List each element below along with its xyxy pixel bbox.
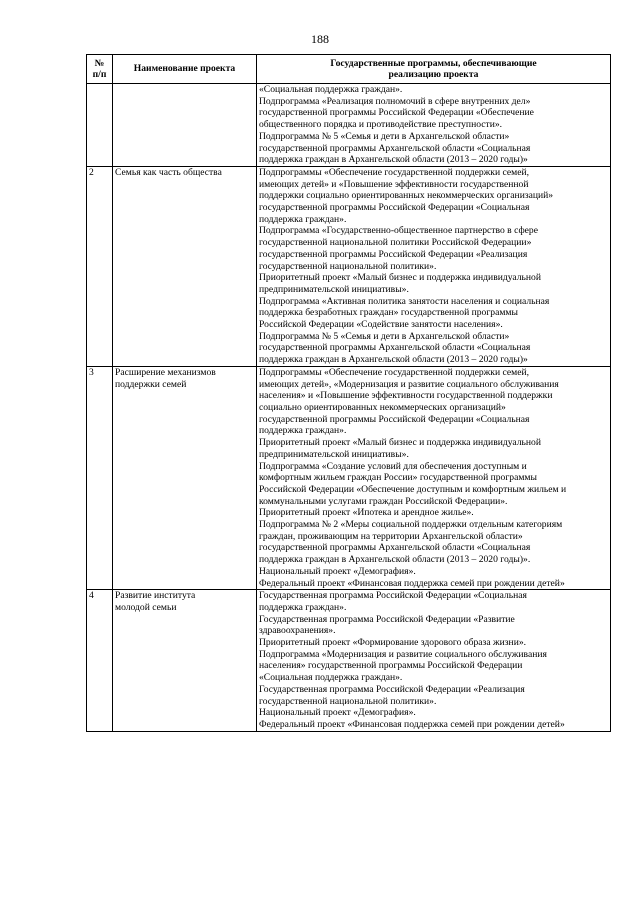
program-text-line: социально ориентированных некоммерческих организаций»: [259, 401, 506, 413]
project-name-cell: [113, 366, 257, 589]
program-text-line: государственной программы Архангельской области «Социальная: [259, 342, 531, 354]
program-text-line: Подпрограмма № 2 «Меры социальной поддержки отдельным категориям: [259, 519, 563, 531]
program-text-line: поддержки социально ориентированных некоммерческих организаций»: [259, 190, 554, 202]
program-text-line: имеющих детей» и «Повышение эффективности государственной: [259, 178, 529, 190]
row-number: 3: [87, 366, 113, 589]
table-header-row: [87, 55, 611, 84]
program-text-line: государственной национальной политики Российской Федерации»: [259, 237, 532, 249]
row-number: 4: [87, 590, 113, 731]
project-name-cell: [113, 590, 257, 731]
row-number: [87, 84, 113, 167]
table-row: [87, 166, 611, 366]
program-text-line: поддержка граждан».: [259, 601, 347, 613]
program-text-line: Подпрограмма «Активная политика занятости населения и социальная: [259, 295, 550, 307]
header-number-line-2: п/п: [92, 69, 107, 80]
program-text-line: Приоритетный проект «Формирование здорового образа жизни».: [259, 637, 527, 649]
project-name-cell: [113, 84, 257, 167]
program-text-line: Приоритетный проект «Ипотека и арендное жилье».: [259, 507, 474, 519]
table-body: [87, 84, 611, 732]
program-text-line: населения» и «Повышение эффективности государственной поддержки: [259, 390, 553, 402]
program-text-line: Подпрограмма «Модернизация и развитие социального обслуживания: [259, 648, 547, 660]
program-text-line: Национальный проект «Демография».: [259, 565, 416, 577]
program-text-line: Национальный проект «Демография».: [259, 707, 416, 719]
project-name-line: поддержки семей: [115, 378, 187, 390]
program-text-line: Государственная программа Российской Федерации «Социальная: [259, 590, 527, 602]
header-project-name: Наименование проекта: [113, 55, 257, 84]
program-text-line: коммунальными услугами граждан Российской Федерации».: [259, 495, 508, 507]
program-text-line: «Социальная поддержка граждан».: [259, 84, 403, 95]
program-text-line: поддержка граждан».: [259, 213, 347, 225]
program-text-line: государственной программы Российской Федерации «Реализация: [259, 248, 528, 260]
project-name-line: Развитие института: [115, 590, 196, 602]
program-text-line: государственной национальной политики».: [259, 695, 437, 707]
program-text-line: Подпрограммы «Обеспечение государственной поддержки семей,: [259, 166, 529, 178]
row-number: 2: [87, 166, 113, 366]
projects-table: [86, 54, 611, 732]
program-text-line: государственной программы Архангельской области «Социальная: [259, 542, 531, 554]
program-text-line: Подпрограмма «Реализация полномочий в сфере внутренних дел»: [259, 95, 531, 107]
project-name-cell: [113, 166, 257, 366]
program-text-line: Приоритетный проект «Малый бизнес и поддержка индивидуальной: [259, 272, 541, 284]
program-text-line: Подпрограмма «Государственно-общественное партнерство в сфере: [259, 225, 538, 237]
program-text-line: Федеральный проект «Финансовая поддержка семей при рождении детей»: [259, 718, 565, 730]
program-text-line: Российской Федерации «Содействие занятости населения».: [259, 319, 503, 331]
program-text-line: Государственная программа Российской Федерации «Развитие: [259, 613, 515, 625]
table-row: [87, 366, 611, 589]
program-text-line: здравоохранения».: [259, 625, 336, 637]
header-programs: [257, 55, 611, 84]
program-text-line: предпринимательской инициативы».: [259, 283, 409, 295]
header-programs-line-1: Государственные программы, обеспечивающие: [330, 58, 537, 69]
program-text-line: государственной программы Российской Федерации «Социальная: [259, 202, 530, 214]
header-number: [87, 55, 113, 84]
program-text-line: Подпрограмма № 5 «Семья и дети в Архангельской области»: [259, 130, 510, 142]
header-programs-line-2: реализацию проекта: [388, 69, 479, 80]
program-text-line: Российской Федерации «Обеспечение доступным и комфортным жильем и: [259, 483, 567, 495]
program-text-line: государственной программы Российской Федерации «Социальная: [259, 413, 530, 425]
program-text-line: поддержка безработных граждан» государственной программы: [259, 307, 518, 319]
program-text-line: поддержка граждан в Архангельской области (2013 – 2020 годы)»: [259, 154, 528, 166]
program-text-line: государственной национальной политики».: [259, 260, 437, 272]
program-text-line: комфортным жильем граждан России» государственной программы: [259, 472, 537, 484]
program-text-line: Федеральный проект «Финансовая поддержка семей при рождении детей»: [259, 577, 565, 589]
program-text-line: населения» государственной программы Российской Федерации: [259, 660, 523, 672]
program-text-line: общественного порядка и противодействие преступности».: [259, 119, 503, 131]
program-text-line: Подпрограмма «Создание условий для обеспечения доступным и: [259, 460, 527, 472]
program-text-line: поддержка граждан в Архангельской области (2013 – 2020 годы)».: [259, 554, 531, 566]
program-text-line: «Социальная поддержка граждан».: [259, 672, 403, 684]
program-text-line: государственной программы Архангельской области «Социальная: [259, 142, 531, 154]
program-text-line: Подпрограммы «Обеспечение государственной поддержки семей,: [259, 366, 529, 378]
program-text-line: государственной программы Российской Федерации «Обеспечение: [259, 107, 534, 119]
program-text-line: имеющих детей», «Модернизация и развитие социального обслуживания: [259, 378, 559, 390]
program-text-line: Приоритетный проект «Малый бизнес и поддержка индивидуальной: [259, 437, 541, 449]
table-row: [87, 84, 611, 167]
program-text-line: Государственная программа Российской Федерации «Реализация: [259, 683, 525, 695]
program-text-line: Подпрограмма № 5 «Семья и дети в Архангельской области»: [259, 330, 510, 342]
table-row: [87, 590, 611, 731]
program-text-line: поддержка граждан».: [259, 425, 347, 437]
programs-cell: [257, 366, 611, 589]
header-number-line-1: №: [94, 58, 105, 69]
program-text-line: граждан, проживающим на территории Архангельской области»: [259, 530, 523, 542]
program-text-line: предпринимательской инициативы».: [259, 448, 409, 460]
program-text-line: поддержка граждан в Архангельской области (2013 – 2020 годы)»: [259, 354, 528, 366]
project-name-line: молодой семьи: [115, 601, 177, 613]
programs-cell: [257, 84, 611, 167]
project-name-line: Расширение механизмов: [115, 366, 216, 378]
page-number: 188: [311, 32, 329, 46]
project-name-line: Семья как часть общества: [115, 166, 222, 178]
programs-cell: [257, 590, 611, 731]
programs-cell: [257, 166, 611, 366]
